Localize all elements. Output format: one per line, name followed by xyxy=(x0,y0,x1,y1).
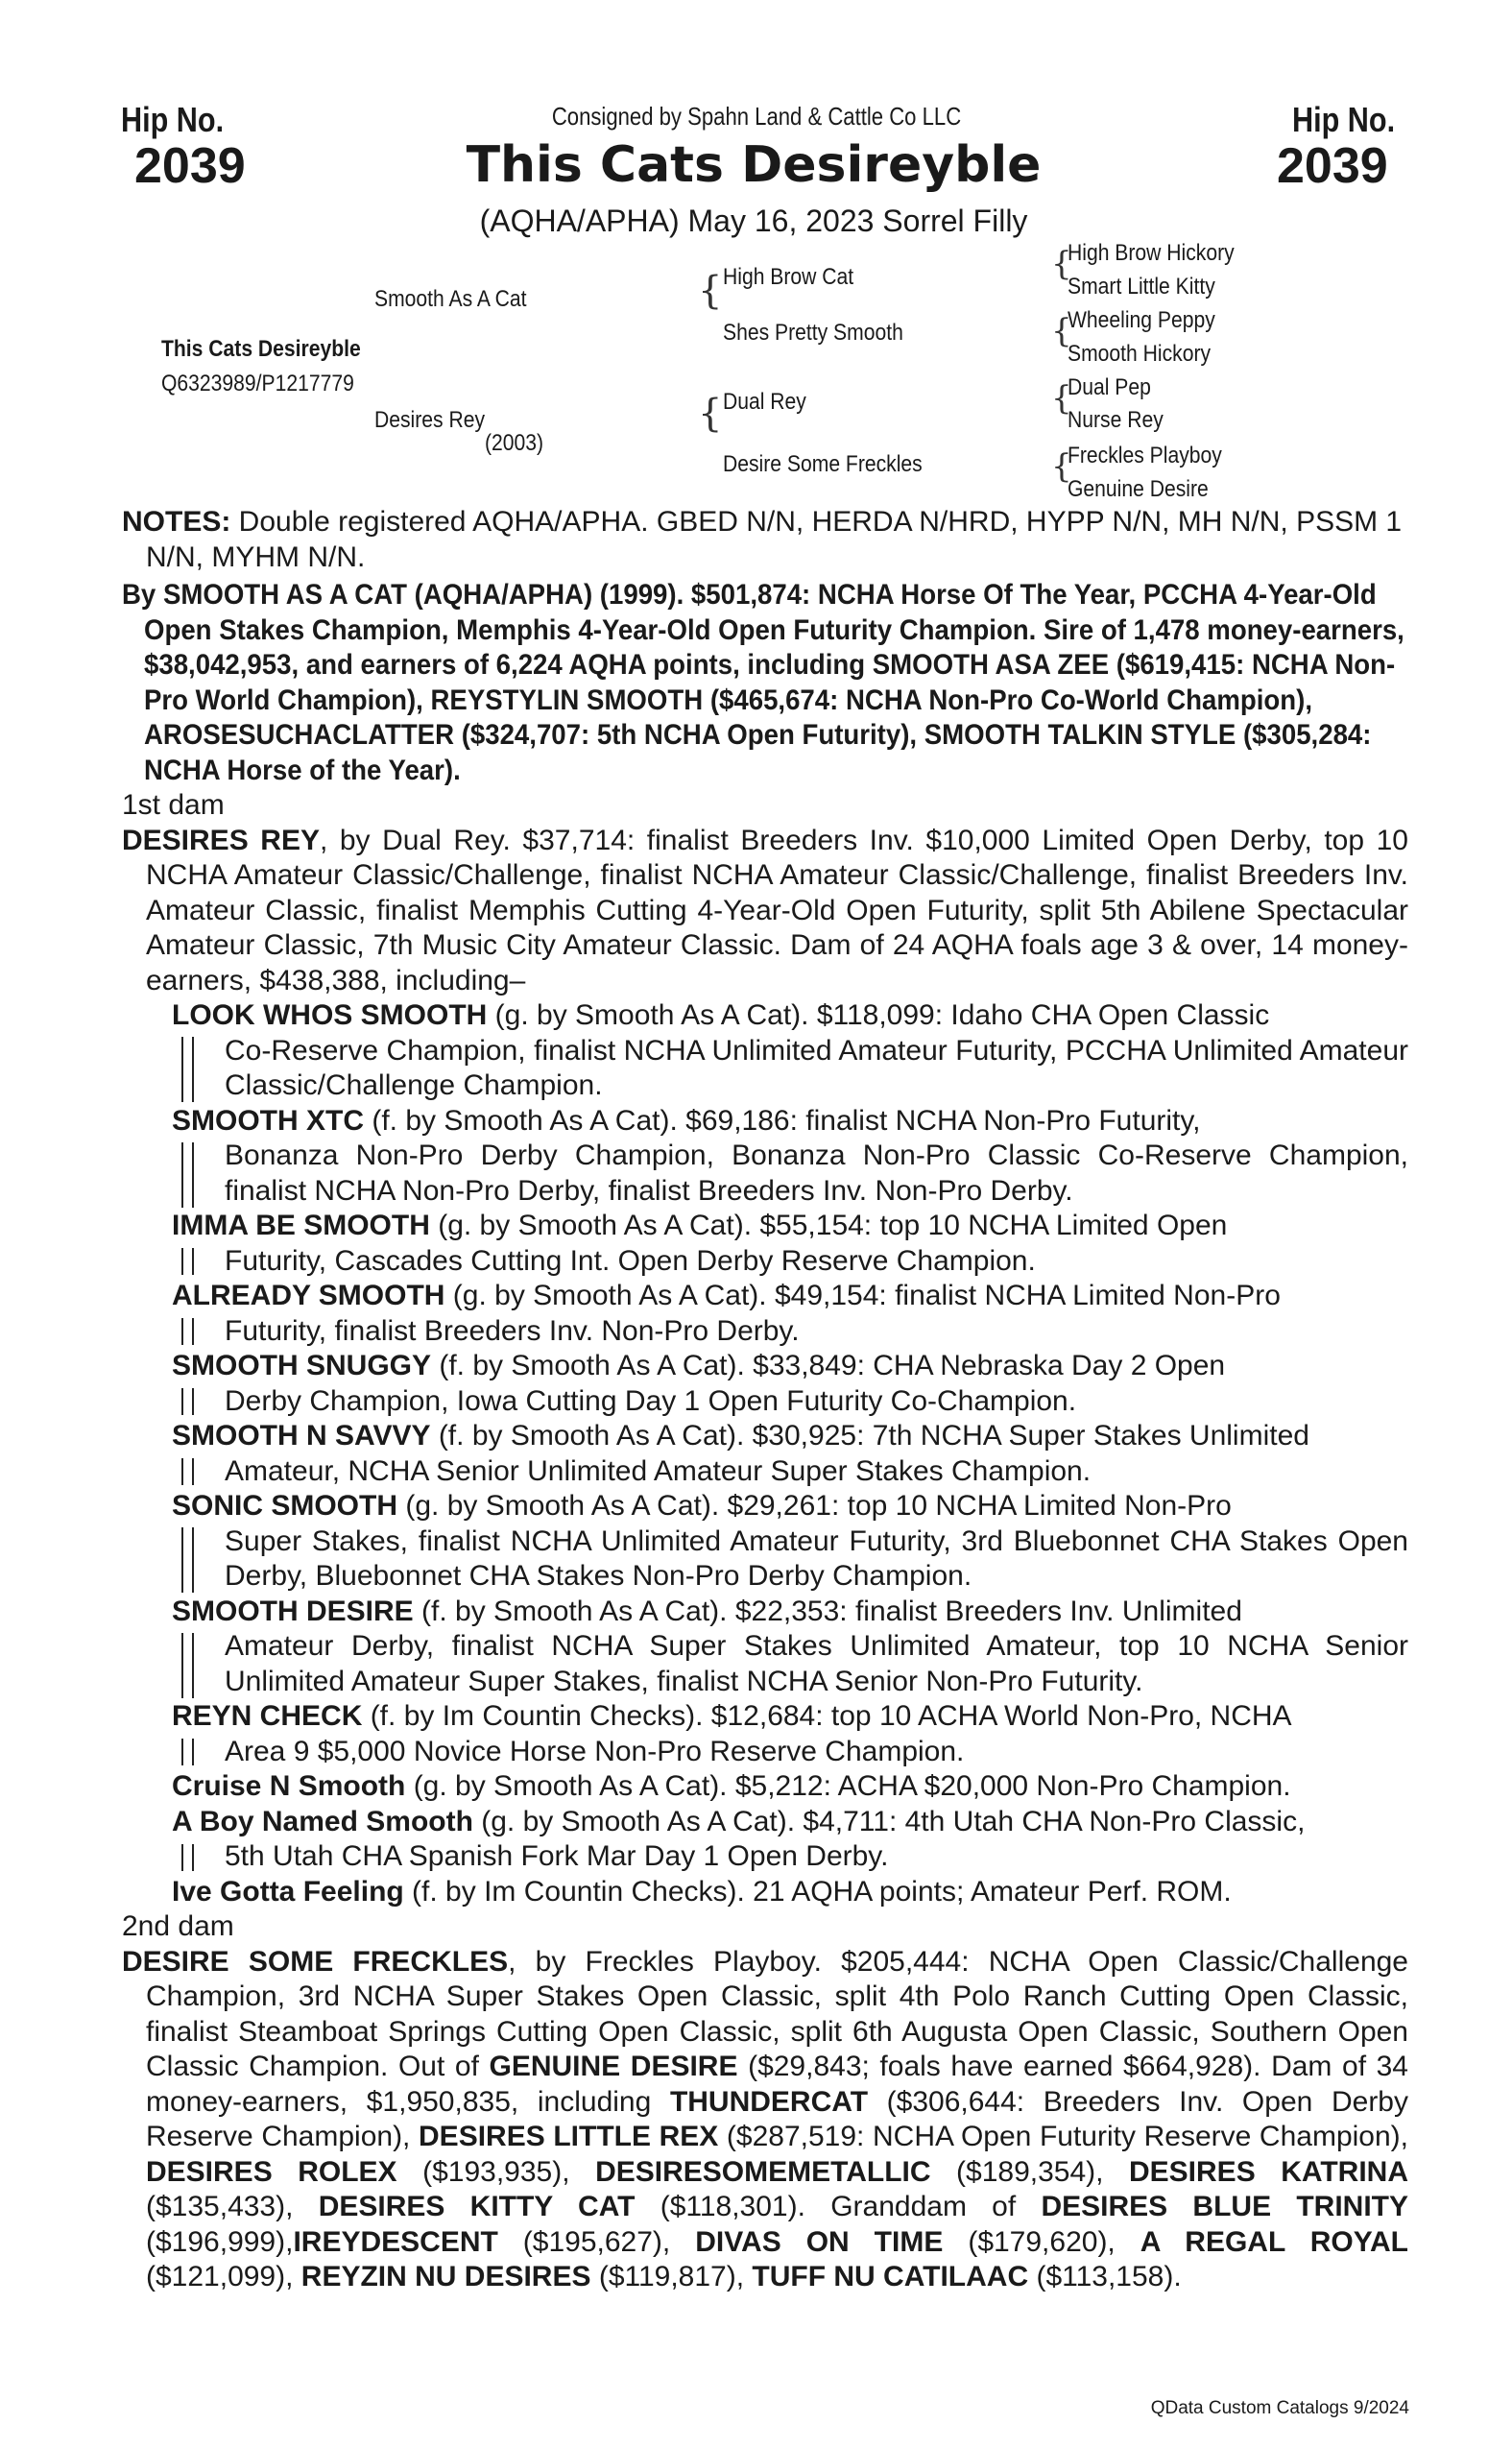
produce-name: SMOOTH N SAVVY xyxy=(172,1420,431,1452)
pedigree-ggdam-2: Smooth Hickory xyxy=(1068,341,1212,367)
second-dam-heading: 2nd dam xyxy=(122,1910,234,1942)
grand-offspring-name: IREYDESCENT xyxy=(293,2225,498,2258)
pedigree-sire-sire: High Brow Cat xyxy=(723,264,854,290)
produce-entry xyxy=(122,1489,1408,1595)
produce-entry xyxy=(122,1104,1408,1210)
hip-number-right: 2039 xyxy=(1277,138,1388,194)
hip-number-left: 2039 xyxy=(134,138,246,194)
produce-name: SMOOTH XTC xyxy=(172,1104,364,1137)
produce-text: (g. by Smooth As A Cat). $55,154: top 10 NCHA Limited Open xyxy=(429,1210,1228,1241)
produce-name: SMOOTH DESIRE xyxy=(172,1595,414,1627)
catalog-footer: QData Custom Catalogs 9/2024 xyxy=(1150,2398,1409,2418)
second-dam-text: ($193,935), xyxy=(396,2155,596,2188)
pedigree-dam-dam: Desire Some Freckles xyxy=(723,451,923,477)
produce-continuation: Super Stakes, finalist NCHA Unlimited Amateur Futurity, 3rd Bluebonnet CHA Stakes Open Derby, Bluebonnet CHA Stakes Non-Pro Derby Champion. xyxy=(225,1524,1408,1592)
notes-label: NOTES: xyxy=(122,506,231,538)
produce-continuation: Futurity, finalist Breeders Inv. Non-Pro Derby. xyxy=(225,1314,800,1347)
vertical-bar-icon xyxy=(181,1739,194,1765)
produce-text: (f. by Im Countin Checks). $12,684: top 10 ACHA World Non-Pro, NCHA xyxy=(362,1700,1292,1732)
first-dam-text: , by Dual Rey. $37,714: finalist Breeders Inv. $10,000 Limited Open Derby, top 10 NCHA Amateur Classic/Challenge, finalist NCHA Amateur Classic/Challenge, finalist Breeders Inv. Amateur Classic, finalist Memphis Cutting 4-Year-Old Open Futurity, split 5th Abilene Spectacular Amateur Classic, 7th Music City Amateur Classic. Dam of 24 AQHA foals age 3 & over, 14 money-earners, $438,388, including– xyxy=(146,824,1408,996)
produce-entry xyxy=(122,1349,1408,1419)
produce-text: (f. by Smooth As A Cat). $69,186: finalist NCHA Non-Pro Futurity, xyxy=(364,1104,1201,1137)
second-dam-text: ($195,627), xyxy=(497,2225,696,2258)
pedigree-sire-dam: Shes Pretty Smooth xyxy=(723,320,903,346)
grand-offspring-name: A REGAL ROYAL xyxy=(1140,2225,1408,2258)
produce-name: A Boy Named Smooth xyxy=(172,1805,473,1837)
produce-text: (g. by Smooth As A Cat). $49,154: finalist NCHA Limited Non-Pro xyxy=(444,1280,1281,1311)
vertical-bar-icon xyxy=(181,1633,194,1698)
pedigree-dam-year: (2003) xyxy=(485,430,544,456)
produce-name: SMOOTH SNUGGY xyxy=(172,1350,432,1381)
second-dam-text: ($306,644: Breeders Inv. Open Derby Reserve Champion), xyxy=(146,2085,1408,2152)
vertical-bar-icon xyxy=(181,1037,194,1102)
first-dam-heading: 1st dam xyxy=(122,789,225,821)
produce-name: Ive Gotta Feeling xyxy=(172,1875,404,1908)
pedigree-dam-sire: Dual Rey xyxy=(723,389,806,415)
produce-name: Cruise N Smooth xyxy=(172,1770,406,1802)
granddam-name: GENUINE DESIRE xyxy=(489,2051,738,2082)
second-dam-text: ($118,301). Granddam of xyxy=(635,2191,1042,2222)
second-dam-text: ($196,999), xyxy=(146,2225,294,2258)
pedigree-sire: Smooth As A Cat xyxy=(374,286,527,312)
produce-continuation: Area 9 $5,000 Novice Horse Non-Pro Reserve Champion. xyxy=(225,1735,965,1767)
notes-text: Double registered AQHA/APHA. GBED N/N, HERDA N/HRD, HYPP N/N, MH N/N, PSSM 1 N/N, MYHM N/N. xyxy=(146,506,1403,573)
produce-continuation: Futurity, Cascades Cutting Int. Open Derby Reserve Champion. xyxy=(225,1244,1036,1277)
produce-text: (f. by Im Countin Checks). 21 AQHA points; Amateur Perf. ROM. xyxy=(403,1875,1232,1908)
second-dam-text: , by Freckles Playboy. $205,444: NCHA Open Classic/Challenge Champion, 3rd NCHA Super Stakes Open Classic, split 4th Polo Ranch Cutting Open Classic, finalist Steamboat Springs Cutting Open Classic, split 6th Augusta Open Classic, Southern Open Classic Champion. Out of xyxy=(146,1945,1408,2082)
offspring-name: DESIRES KATRINA xyxy=(1129,2155,1408,2188)
produce-continuation: 5th Utah CHA Spanish Fork Mar Day 1 Open Derby. xyxy=(225,1840,889,1872)
produce-text: (f. by Smooth As A Cat). $30,925: 7th NCHA Super Stakes Unlimited xyxy=(430,1420,1309,1452)
produce-continuation: Amateur, NCHA Senior Unlimited Amateur Super Stakes Champion. xyxy=(225,1454,1092,1487)
produce-text: (g. by Smooth As A Cat). $29,261: top 10 NCHA Limited Non-Pro xyxy=(397,1490,1232,1522)
page-title: This Cats Desireyble xyxy=(466,136,1042,194)
produce-name: IMMA BE SMOOTH xyxy=(172,1210,430,1241)
vertical-bar-icon xyxy=(181,1388,194,1415)
second-dam-name: DESIRE SOME FRECKLES xyxy=(122,1945,509,1978)
second-dam-text: ($121,099), xyxy=(146,2261,301,2292)
produce-entry xyxy=(122,1805,1408,1875)
pedigree-ggsire-4: Freckles Playboy xyxy=(1068,443,1222,468)
pedigree-ggdam-3: Nurse Rey xyxy=(1068,407,1164,433)
second-dam-text: ($135,433), xyxy=(146,2191,319,2222)
brace-icon: { xyxy=(1051,312,1072,350)
second-dam-text: ($287,519: NCHA Open Futurity Reserve Champion), xyxy=(718,2121,1408,2152)
brace-icon: { xyxy=(1051,245,1072,283)
produce-text: (f. by Smooth As A Cat). $33,849: CHA Nebraska Day 2 Open xyxy=(431,1350,1226,1381)
grand-offspring-name: TUFF NU CATILAAC xyxy=(752,2261,1029,2292)
produce-continuation: Bonanza Non-Pro Derby Champion, Bonanza Non-Pro Classic Co-Reserve Champion, finalist NCHA Non-Pro Derby, finalist Breeders Inv. Non-Pro Derby. xyxy=(225,1140,1408,1207)
grand-offspring-name: DIVAS ON TIME xyxy=(695,2225,944,2258)
hip-label-left: Hip No. xyxy=(121,100,225,139)
produce-text: (g. by Smooth As A Cat). $118,099: Idaho CHA Open Classic xyxy=(487,999,1270,1031)
second-dam-text: ($189,354), xyxy=(930,2155,1129,2188)
produce-entry xyxy=(122,1279,1408,1349)
sire-paragraph: By SMOOTH AS A CAT (AQHA/APHA) (1999). $501,874: NCHA Horse Of The Year, PCCHA 4-Year-Old Open Stakes Champion, Memphis 4-Year-Old Open Futurity Champion. Sire of 1,478 money-earners, $38,042,953, and earners of 6,224 AQHA points, including SMOOTH ASA ZEE ($619,415: NCHA Non-Pro World Champion), REYSTYLIN SMOOTH ($465,674: NCHA Non-Pro Co-World Champion), AROSESUCHACLATTER ($324,707: 5th NCHA Open Futurity), SMOOTH TALKIN STYLE ($305,284: NCHA Horse of the Year). xyxy=(122,579,1404,786)
produce-entry xyxy=(122,1769,1408,1805)
pedigree-horse-name: This Cats Desireyble xyxy=(161,336,361,362)
registration-numbers: Q6323989/P1217779 xyxy=(161,371,354,396)
page-subtitle: (AQHA/APHA) May 16, 2023 Sorrel Filly xyxy=(479,204,1028,238)
second-dam-paragraph xyxy=(122,1945,1408,2295)
pedigree-ggsire-1: High Brow Hickory xyxy=(1068,240,1235,266)
second-dam-text: ($179,620), xyxy=(943,2225,1140,2258)
vertical-bar-icon xyxy=(181,1844,194,1871)
second-dam-text: ($113,158). xyxy=(1028,2261,1182,2292)
first-dam-paragraph xyxy=(122,824,1408,999)
brace-icon: { xyxy=(1051,379,1072,418)
consignor-line: Consigned by Spahn Land & Cattle Co LLC xyxy=(551,102,962,131)
produce-continuation: Amateur Derby, finalist NCHA Super Stakes Unlimited Amateur, top 10 NCHA Senior Unlimited Amateur Super Stakes, finalist NCHA Senior Non-Pro Futurity. xyxy=(225,1630,1408,1697)
vertical-bar-icon xyxy=(181,1318,194,1345)
produce-list xyxy=(122,998,1408,1909)
pedigree-ggsire-2: Wheeling Peppy xyxy=(1068,307,1215,333)
produce-entry xyxy=(122,1419,1408,1489)
vertical-bar-icon xyxy=(181,1248,194,1275)
vertical-bar-icon xyxy=(181,1142,194,1208)
brace-icon: { xyxy=(698,392,723,436)
produce-continuation: Derby Champion, Iowa Cutting Day 1 Open Futurity Co-Champion. xyxy=(225,1384,1077,1417)
offspring-name: THUNDERCAT xyxy=(669,2085,869,2118)
produce-entry xyxy=(122,1699,1408,1769)
offspring-name: DESIRES LITTLE REX xyxy=(419,2121,719,2152)
offspring-name: DESIRES ROLEX xyxy=(146,2155,397,2188)
produce-entry xyxy=(122,1595,1408,1700)
hip-label-right: Hip No. xyxy=(1292,100,1396,139)
vertical-bar-icon xyxy=(181,1527,194,1593)
produce-text: (f. by Smooth As A Cat). $22,353: finalist Breeders Inv. Unlimited xyxy=(413,1595,1242,1627)
produce-text: (g. by Smooth As A Cat). $4,711: 4th Utah CHA Non-Pro Classic, xyxy=(472,1805,1306,1837)
produce-continuation: Co-Reserve Champion, finalist NCHA Unlimited Amateur Futurity, PCCHA Unlimited Amateur Classic/Challenge Champion. xyxy=(225,1034,1408,1101)
brace-icon: { xyxy=(698,269,723,313)
produce-name: SONIC SMOOTH xyxy=(172,1490,398,1522)
first-dam-name: DESIRES REY xyxy=(122,824,320,856)
pedigree-ggsire-3: Dual Pep xyxy=(1068,374,1151,400)
offspring-name: DESIRES KITTY CAT xyxy=(318,2191,636,2222)
second-dam-text: ($29,843; foals have earned $664,928). Dam of 34 money-earners, $1,950,835, including xyxy=(146,2051,1408,2118)
notes-paragraph xyxy=(122,505,1408,575)
produce-name: ALREADY SMOOTH xyxy=(172,1280,445,1311)
produce-entry xyxy=(122,1209,1408,1279)
pedigree-ggdam-1: Smart Little Kitty xyxy=(1068,274,1215,300)
produce-name: LOOK WHOS SMOOTH xyxy=(172,999,488,1031)
catalog-body xyxy=(122,505,1408,2295)
brace-icon: { xyxy=(1051,447,1072,486)
grand-offspring-name: DESIRES BLUE TRINITY xyxy=(1041,2191,1409,2222)
vertical-bar-icon xyxy=(181,1458,194,1485)
grand-offspring-name: REYZIN NU DESIRES xyxy=(300,2261,591,2292)
produce-text: (g. by Smooth As A Cat). $5,212: ACHA $20,000 Non-Pro Champion. xyxy=(405,1770,1291,1802)
pedigree-dam: Desires Rey xyxy=(374,407,486,433)
second-dam-text: ($119,817), xyxy=(590,2261,753,2292)
pedigree-ggdam-4: Genuine Desire xyxy=(1068,476,1209,502)
produce-entry xyxy=(122,998,1408,1104)
offspring-name: DESIRESOMEMETALLIC xyxy=(595,2155,931,2188)
produce-entry xyxy=(122,1875,1408,1910)
produce-name: REYN CHECK xyxy=(172,1700,363,1732)
